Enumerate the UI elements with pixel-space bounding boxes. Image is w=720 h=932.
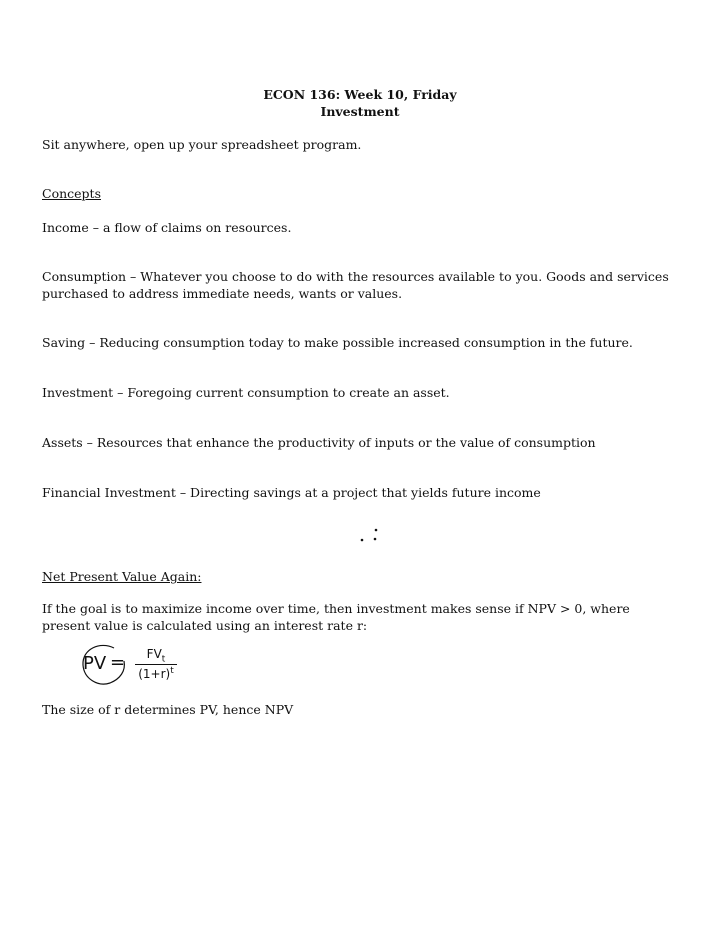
formula-pv-label: PV bbox=[83, 653, 107, 674]
npv-heading: Net Present Value Again: bbox=[42, 569, 202, 584]
formula-numerator: $FV_t$ bbox=[146, 647, 166, 665]
definition-income: Income – a flow of claims on resources. bbox=[42, 220, 292, 235]
definition-consumption: Consumption – Whatever you choose to do with the resources available to you. Goods and services purchased to address immediate needs, wants or values. bbox=[42, 269, 669, 301]
document-title bbox=[0, 86, 720, 120]
title-line-course: ECON 136: Week 10, Friday bbox=[263, 87, 457, 102]
definition-assets: Assets – Resources that enhance the productivity of inputs or the value of consumption bbox=[42, 435, 596, 450]
therefore-dots-icon bbox=[356, 526, 386, 546]
concepts-heading: Concepts bbox=[42, 186, 101, 201]
definition-investment: Investment – Foregoing current consumption to create an asset. bbox=[42, 385, 450, 400]
formula-denominator: $(1+r)^t$ bbox=[138, 666, 174, 681]
formula-equals-sign: = bbox=[110, 652, 126, 673]
definition-saving: Saving – Reducing consumption today to make possible increased consumption in the future. bbox=[42, 335, 633, 350]
npv-explanation: If the goal is to maximize income over time, then investment makes sense if NPV > 0, where present value is calculated using an interest rate r: bbox=[42, 601, 630, 633]
formula-fraction bbox=[134, 647, 178, 682]
intro-instruction: Sit anywhere, open up your spreadsheet program. bbox=[42, 137, 362, 152]
definition-financial-investment: Financial Investment – Directing savings at a project that yields future income bbox=[42, 485, 541, 500]
present-value-formula bbox=[80, 643, 210, 689]
title-line-topic: Investment bbox=[320, 104, 400, 119]
npv-closing-statement: The size of r determines PV, hence NPV bbox=[42, 702, 294, 717]
